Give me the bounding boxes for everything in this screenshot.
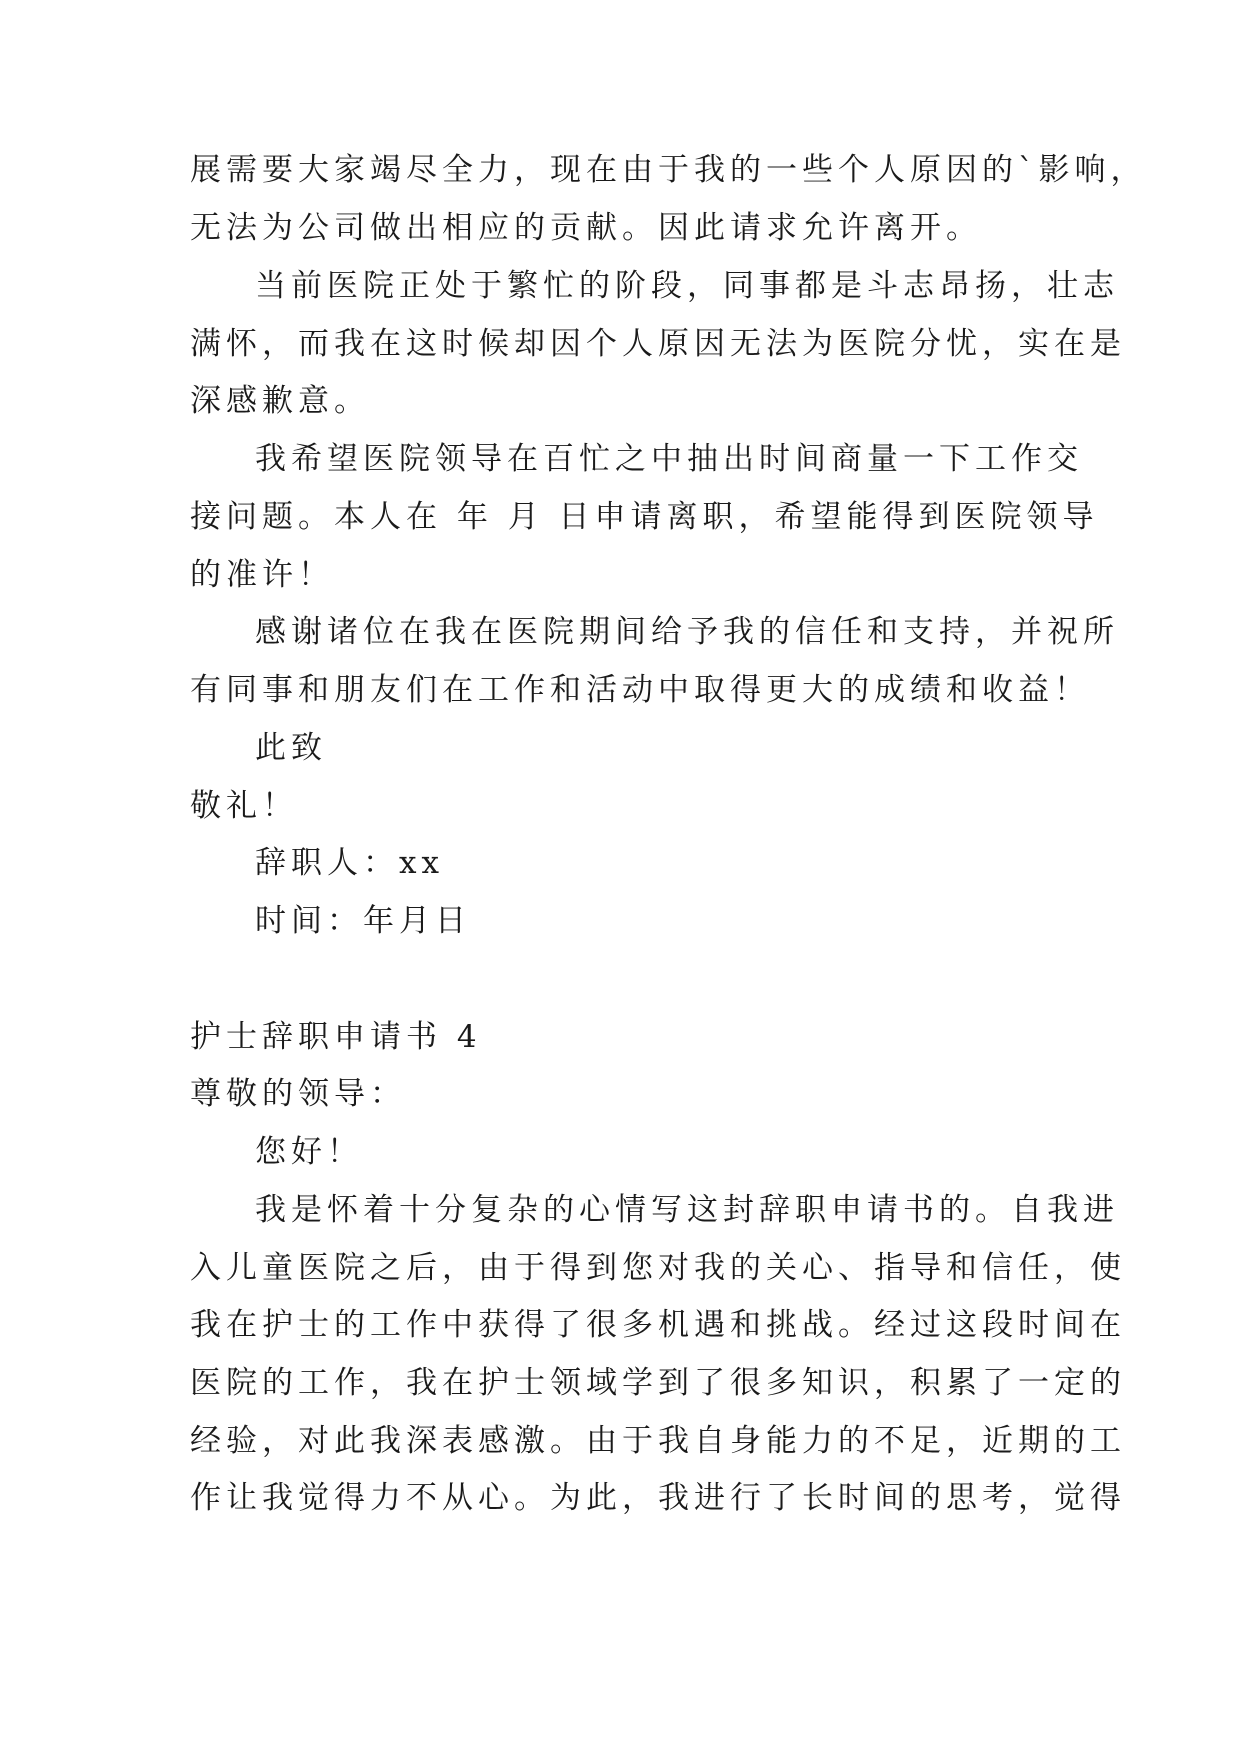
signature-line: 辞职人：xx: [255, 845, 444, 881]
text-line: 的准许！: [190, 557, 334, 593]
date-line: 时间：年月日: [255, 903, 471, 939]
text-line: 接问题。本人在 年 月 日申请离职，希望能得到医院领导: [190, 499, 1099, 535]
text-line: 我在护士的工作中获得了很多机遇和挑战。经过这段时间在: [190, 1307, 1126, 1343]
greeting-hello: 您好！: [255, 1134, 363, 1170]
text-line: 展需要大家竭尽全力，现在由于我的一些个人原因的`影响，: [190, 152, 1147, 188]
closing-salutation: 此致: [255, 730, 327, 766]
greeting-line: 尊敬的领导：: [190, 1076, 406, 1112]
text-line: 入儿童医院之后，由于得到您对我的关心、指导和信任，使: [190, 1250, 1126, 1286]
paragraph-line: 我希望医院领导在百忙之中抽出时间商量一下工作交: [255, 441, 1083, 477]
text-line: 深感歉意。: [190, 383, 370, 419]
text-line: 无法为公司做出相应的贡献。因此请求允许离开。: [190, 210, 982, 246]
section-title: 护士辞职申请书 4: [190, 1019, 482, 1055]
text-line: 作让我觉得力不从心。为此，我进行了长时间的思考，觉得: [190, 1480, 1126, 1516]
text-line: 经验，对此我深表感激。由于我自身能力的不足，近期的工: [190, 1423, 1126, 1459]
text-line: 医院的工作，我在护士领域学到了很多知识，积累了一定的: [190, 1365, 1126, 1401]
paragraph-line: 感谢诸位在我在医院期间给予我的信任和支持，并祝所: [255, 614, 1119, 650]
paragraph-line: 当前医院正处于繁忙的阶段，同事都是斗志昂扬，壮志: [255, 268, 1119, 304]
paragraph-line: 我是怀着十分复杂的心情写这封辞职申请书的。自我进: [255, 1192, 1119, 1228]
text-line: 有同事和朋友们在工作和活动中取得更大的成绩和收益！: [190, 672, 1090, 708]
closing-regards: 敬礼！: [190, 788, 298, 824]
text-line: 满怀，而我在这时候却因个人原因无法为医院分忧，实在是: [190, 326, 1126, 362]
